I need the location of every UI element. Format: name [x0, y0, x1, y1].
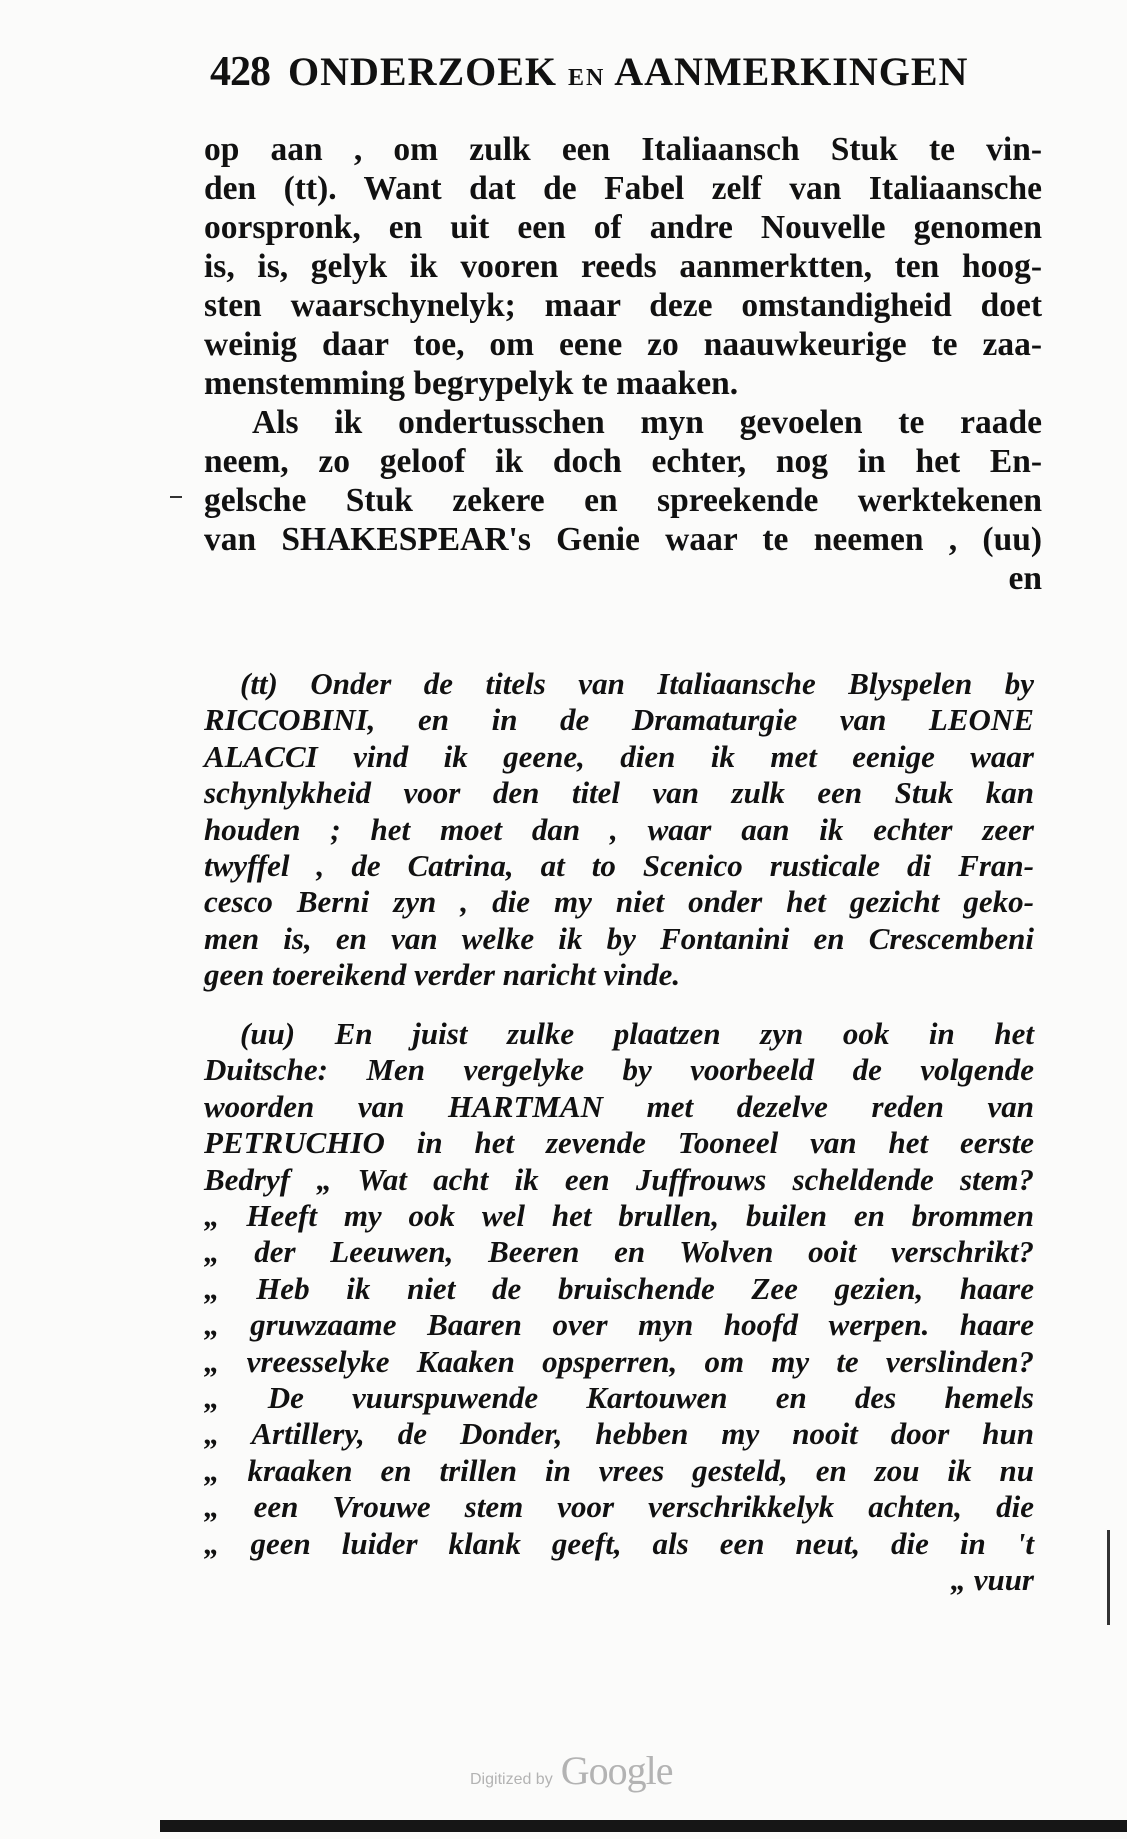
body-line: gelsche Stuk zekere en spreekende werktekenen — [204, 482, 1042, 519]
body-line: neem, zo geloof ik doch echter, nog in het En- — [204, 443, 1042, 480]
footnote-uu — [204, 1016, 1034, 1599]
footnote-line: schynlykheid voor den titel van zulk een Stuk kan — [204, 775, 1034, 811]
scan-edge-bar — [160, 1820, 1127, 1832]
footnote-line: „ gruwzaame Baaren over myn hoofd werpen. haare — [204, 1307, 1034, 1343]
digitized-by-google-watermark — [470, 1747, 672, 1794]
body-line: menstemming begrypelyk te maaken. — [204, 365, 739, 402]
watermark-prefix: Digitized by — [470, 1771, 553, 1788]
footnote-line: „ Artillery, de Donder, hebben my nooit door hun — [204, 1416, 1034, 1452]
body-line: van SHAKESPEAR's Genie waar te neemen , (uu) — [204, 521, 1042, 558]
footnote-line: ALACCI vind ik geene, dien ik met eenige waar — [204, 738, 1034, 774]
margin-mark — [170, 496, 182, 498]
margin-mark — [1107, 1530, 1110, 1625]
footnote-line: Bedryf „ Wat acht ik een Juffrouws scheldende stem? — [204, 1161, 1034, 1197]
body-line: op aan , om zulk een Italiaansch Stuk te vin- — [204, 131, 1042, 168]
google-logo: Google — [560, 1748, 673, 1793]
catchword: „ vuur — [950, 1562, 1034, 1598]
footnote-line: „ vreesselyke Kaaken opsperren, om my te verslinden? — [204, 1343, 1034, 1379]
page-header — [210, 48, 1030, 108]
body-line: Als ik ondertusschen myn gevoelen te raade — [252, 404, 1042, 441]
footnote-line: woorden van HARTMAN met dezelve reden van — [204, 1088, 1034, 1124]
footnote-line: „ der Leeuwen, Beeren en Wolven ooit verschrikt? — [204, 1234, 1034, 1270]
running-head-mid: EN — [568, 65, 606, 91]
running-head-right: AANMERKINGEN — [614, 49, 969, 94]
footnote-line: „ een Vrouwe stem voor verschrikkelyk achten, die — [204, 1489, 1034, 1525]
footnote-line: (tt) Onder de titels van Italiaansche Blyspelen by — [240, 666, 1034, 701]
body-line: weinig daar toe, om eene zo naauwkeurige te zaa- — [204, 326, 1042, 363]
footnote-line: men is, en van welke ik by Fontanini en Crescembeni — [204, 920, 1034, 956]
page-number: 428 — [210, 49, 270, 95]
running-head — [288, 48, 968, 95]
running-head-left: ONDERZOEK — [288, 49, 558, 94]
footnote-line: RICCOBINI, en in de Dramaturgie van LEONE — [204, 702, 1034, 738]
footnote-line: „ Heb ik niet de bruischende Zee gezien, haare — [204, 1270, 1034, 1306]
footnote-line: twyffel , de Catrina, at to Scenico rusticale di Fran- — [204, 848, 1034, 884]
footnote-line: „ geen luider klank geeft, als een neut, die in 't — [204, 1525, 1034, 1561]
footnote-line: (uu) En juist zulke plaatzen zyn ook in het — [240, 1016, 1034, 1051]
body-text — [204, 130, 1042, 598]
catchword: en — [1008, 560, 1042, 597]
footnote-line: cesco Berni zyn , die my niet onder het gezicht geko- — [204, 884, 1034, 920]
footnote-line: houden ; het moet dan , waar aan ik echter zeer — [204, 811, 1034, 847]
body-line: den (tt). Want dat de Fabel zelf van Italiaansche — [204, 170, 1042, 207]
footnote-tt — [204, 666, 1034, 994]
footnote-line: Duitsche: Men vergelyke by voorbeeld de volgende — [204, 1052, 1034, 1088]
body-line: sten waarschynelyk; maar deze omstandigheid doet — [204, 287, 1042, 324]
body-line: is, is, gelyk ik vooren reeds aanmerktten, ten hoog- — [204, 248, 1042, 285]
footnote-line: PETRUCHIO in het zevende Tooneel van het eerste — [204, 1125, 1034, 1161]
footnote-line: geen toereikend verder naricht vinde. — [204, 957, 681, 993]
footnote-line: „ De vuurspuwende Kartouwen en des hemels — [204, 1380, 1034, 1416]
footnote-line: „ Heeft my ook wel het brullen, builen en brommen — [204, 1198, 1034, 1234]
footnote-line: „ kraaken en trillen in vrees gesteld, en zou ik nu — [204, 1452, 1034, 1488]
body-line: oorspronk, en uit een of andre Nouvelle genomen — [204, 209, 1042, 246]
